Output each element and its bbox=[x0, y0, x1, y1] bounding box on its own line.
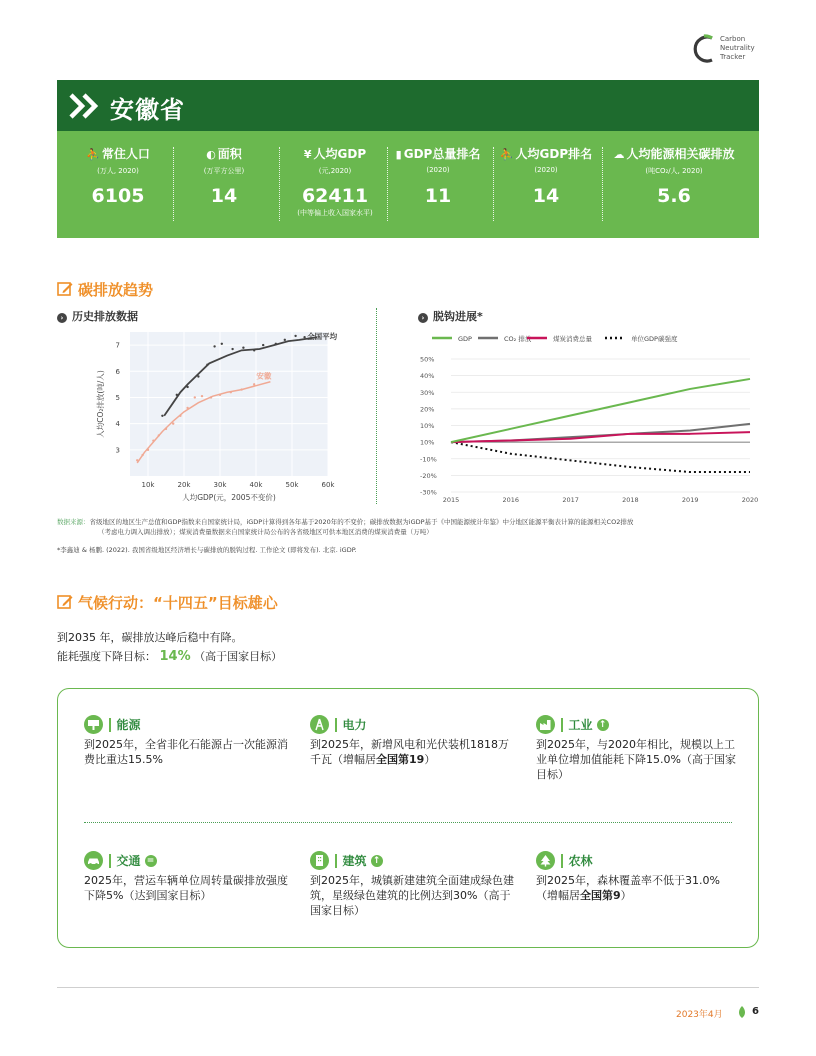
source-label: 数据来源： bbox=[57, 518, 90, 526]
data-point bbox=[262, 344, 264, 346]
sector-text-main: 到2025年，与2020年相比，规模以上工业单位增加值能耗下降15.0%（高于国家目标） bbox=[536, 738, 736, 781]
intensity-target bbox=[57, 648, 282, 664]
sector-text-bold: 全国第19 bbox=[376, 753, 425, 766]
y-tick-label: 10% bbox=[420, 438, 435, 447]
page-number: 6 bbox=[752, 1006, 759, 1017]
y-tick-label: 40% bbox=[420, 372, 435, 381]
series-line-3 bbox=[451, 442, 750, 472]
double-chevron-icon bbox=[69, 93, 103, 119]
sector-text-after: ） bbox=[424, 753, 436, 766]
intensity-value: 14% bbox=[159, 649, 191, 664]
data-point bbox=[201, 395, 203, 397]
data-point bbox=[165, 428, 167, 430]
intensity-note: （高于国家目标） bbox=[194, 650, 283, 663]
series-label: 安徽 bbox=[256, 371, 272, 381]
data-source-note bbox=[57, 517, 762, 537]
sector-building bbox=[310, 850, 515, 918]
data-point bbox=[242, 347, 244, 349]
sector-transport bbox=[84, 850, 289, 903]
stat-label: GDP总量排名 bbox=[403, 147, 481, 161]
data-point bbox=[303, 336, 305, 338]
data-point bbox=[176, 394, 178, 396]
sector-text-main: 到2025年，城镇新建建筑全面建成绿色建筑，星级绿色建筑的比例达到30%（高于国家目标） bbox=[310, 874, 514, 917]
decoupling-title: 脱钩进展* bbox=[433, 310, 483, 323]
yuan-icon: ¥ bbox=[303, 148, 312, 161]
series-line-2 bbox=[451, 432, 750, 442]
data-point bbox=[294, 335, 296, 337]
leaf-icon bbox=[737, 1005, 747, 1019]
intensity-label: 能耗强度下降目标： bbox=[57, 650, 156, 663]
province-title: 安徽省 bbox=[110, 96, 185, 124]
data-point bbox=[158, 434, 160, 436]
x-tick-label: 2018 bbox=[622, 496, 639, 504]
y-tick-label: 50% bbox=[420, 355, 435, 364]
y-tick-label: -20% bbox=[420, 471, 437, 480]
sector-text bbox=[536, 873, 741, 903]
data-point bbox=[275, 343, 277, 345]
stat-gdp-per-capita-rank bbox=[493, 131, 599, 238]
data-point bbox=[219, 394, 221, 396]
data-point bbox=[253, 349, 255, 351]
arrow-circle-icon: › bbox=[418, 313, 428, 323]
x-tick-label: 60k bbox=[321, 481, 335, 489]
stat-label: 面积 bbox=[217, 147, 242, 161]
population-icon: ⛹ bbox=[86, 148, 100, 161]
legend-label: GDP bbox=[458, 335, 472, 343]
sector-text bbox=[536, 737, 741, 782]
x-tick-label: 30k bbox=[213, 481, 227, 489]
x-tick-label: 2016 bbox=[502, 496, 520, 504]
logo-text bbox=[720, 35, 755, 62]
y-tick-label: -10% bbox=[420, 455, 437, 464]
data-point bbox=[141, 454, 143, 456]
logo-line-2: Neutrality bbox=[720, 44, 755, 52]
stat-gdp-per-capita bbox=[279, 131, 391, 238]
sector-power bbox=[310, 714, 515, 767]
section-heading-text: 碳排放趋势 bbox=[78, 281, 154, 299]
stat-population bbox=[67, 131, 169, 238]
peak-target-text: 到2035 年，碳排放达峰后稳中有降。 bbox=[57, 631, 243, 644]
x-axis-label: 人均GDP(元，2005不变价) bbox=[182, 493, 276, 502]
y-axis-label: 人均CO₂排放(吨/人) bbox=[96, 370, 105, 438]
stat-value: 5.6 bbox=[657, 185, 691, 207]
data-point bbox=[179, 415, 181, 417]
history-title: 历史排放数据 bbox=[72, 310, 138, 323]
sector-name: 建筑 bbox=[342, 854, 367, 868]
x-tick-label: 40k bbox=[249, 481, 263, 489]
sector-text bbox=[84, 873, 289, 903]
data-point bbox=[253, 383, 255, 385]
history-scatter-chart bbox=[90, 330, 340, 510]
bar-chart-icon: ▮ bbox=[395, 148, 402, 161]
stat-unit: (吨CO₂/人, 2020) bbox=[645, 167, 703, 175]
tree-icon bbox=[536, 851, 555, 870]
series-label: 全国平均 bbox=[307, 332, 338, 342]
sector-bar bbox=[109, 718, 111, 732]
stat-value: 62411 bbox=[301, 185, 369, 207]
data-point bbox=[230, 391, 232, 393]
car-icon bbox=[84, 851, 103, 870]
sector-text-bold: 全国第9 bbox=[580, 889, 621, 902]
data-point bbox=[221, 343, 223, 345]
co2-cloud-icon: ☁ bbox=[613, 148, 625, 161]
stat-unit: (万平方公里) bbox=[203, 167, 245, 175]
panel-row-divider bbox=[84, 822, 732, 823]
x-tick-label: 10k bbox=[141, 481, 155, 489]
stat-unit: (2020) bbox=[534, 166, 558, 174]
sector-name: 工业 bbox=[568, 718, 593, 732]
y-tick-label: 4 bbox=[115, 420, 120, 429]
sector-name: 交通 bbox=[116, 854, 141, 868]
data-point bbox=[197, 375, 199, 377]
column-divider bbox=[376, 308, 377, 504]
data-point bbox=[147, 449, 149, 451]
stats-band bbox=[57, 131, 759, 238]
stat-value: 6105 bbox=[91, 185, 145, 207]
reference-note: *李鑫迪 & 杨鹏. (2022). 我国省级地区经济增长与碳排放的脱钩过程. 工作论文 (即将发布). 北京. iGDP. bbox=[57, 546, 357, 554]
people-chart-icon: ⛹ bbox=[499, 148, 514, 161]
y-tick-label: -30% bbox=[420, 488, 437, 497]
sector-text bbox=[310, 737, 515, 767]
stat-area bbox=[173, 131, 275, 238]
sector-bar bbox=[561, 854, 563, 868]
y-tick-label: 30% bbox=[420, 388, 435, 397]
building-icon bbox=[310, 851, 329, 870]
y-tick-label: 3 bbox=[115, 446, 120, 455]
legend-label: 煤炭消费总量 bbox=[553, 335, 592, 343]
trend-up-icon: ↑ bbox=[371, 855, 383, 867]
carbon-neutrality-tracker-logo bbox=[692, 34, 792, 66]
y-tick-label: 20% bbox=[420, 405, 435, 414]
data-point bbox=[213, 345, 215, 347]
stat-label: 人均GDP排名 bbox=[515, 147, 593, 161]
stat-value: 14 bbox=[532, 185, 560, 207]
solar-panel-icon bbox=[84, 715, 103, 734]
source-line-2: （考虑电力调入调出排放）；煤炭消费量数据来自国家统计局公布的各省级地区可供本地区消费的煤炭消费量（万吨） bbox=[98, 528, 433, 536]
sector-bar bbox=[335, 718, 337, 732]
stat-carbon-per-capita bbox=[605, 131, 743, 238]
stat-label: 人均能源相关碳排放 bbox=[626, 147, 735, 161]
section-heading-text: 气候行动：“十四五”目标雄心 bbox=[78, 594, 278, 612]
source-line-1: 省级地区的地区生产总值和GDP指数来自国家统计局，iGDP计算得到各年基于2020年的不变价；碳排放数据为iGDP基于《中国能源统计年鉴》中分地区能源平衡表计算的能源相关CO2排放 bbox=[89, 518, 634, 526]
power-tower-icon bbox=[310, 715, 329, 734]
x-tick-label: 2019 bbox=[681, 496, 699, 504]
stat-unit: (2020) bbox=[426, 166, 450, 174]
footer-date: 2023年4月 bbox=[676, 1010, 723, 1020]
stat-label: 常住人口 bbox=[101, 147, 150, 161]
stat-unit: (万人, 2020) bbox=[97, 167, 139, 175]
data-point bbox=[194, 396, 196, 398]
legend-label: 单位GDP碳强度 bbox=[631, 335, 678, 343]
data-point bbox=[152, 439, 154, 441]
arrow-circle-icon: › bbox=[57, 313, 67, 323]
sector-text bbox=[84, 737, 289, 767]
stat-value: 14 bbox=[210, 185, 238, 207]
y-tick-label: 6 bbox=[115, 367, 120, 376]
decoupling-line-chart bbox=[418, 326, 758, 511]
data-point bbox=[206, 364, 208, 366]
y-tick-label: 5 bbox=[115, 393, 120, 402]
y-tick-label: 7 bbox=[115, 341, 120, 350]
sector-name: 能源 bbox=[116, 718, 141, 732]
sector-text-main: 到2025年，森林覆盖率不低于31.0%（增幅居 bbox=[536, 874, 720, 902]
logo-line-3: Tracker bbox=[720, 53, 746, 61]
sector-bar bbox=[335, 854, 337, 868]
sector-name: 电力 bbox=[342, 718, 367, 732]
factory-icon bbox=[536, 715, 555, 734]
sector-text-main: 到2025年，新增风电和光伏装机1818万千瓦（增幅居 bbox=[310, 738, 509, 766]
sector-text-main: 2025年，营运车辆单位周转量碳排放强度下降5%（达到国家目标） bbox=[84, 874, 288, 902]
sector-text-after: ） bbox=[620, 889, 632, 902]
history-subheading bbox=[57, 308, 138, 324]
trend-up-icon: ↑ bbox=[597, 719, 609, 731]
sector-bar bbox=[109, 854, 111, 868]
legend-label: CO₂ 排放 bbox=[504, 335, 532, 343]
sector-industry bbox=[536, 714, 741, 782]
x-tick-label: 50k bbox=[285, 481, 299, 489]
data-point bbox=[231, 348, 233, 350]
logo-line-1: Carbon bbox=[720, 35, 746, 43]
data-point bbox=[186, 386, 188, 388]
stat-note: (中等偏上收入国家水平) bbox=[297, 209, 373, 217]
sector-text-main: 到2025年，全省非化石能源占一次能源消费比重达15.5% bbox=[84, 738, 288, 766]
sector-bar bbox=[561, 718, 563, 732]
data-point bbox=[210, 396, 212, 398]
sector-name: 农林 bbox=[568, 854, 593, 868]
stat-label: 人均GDP bbox=[313, 147, 367, 161]
sector-text bbox=[310, 873, 515, 918]
x-tick-label: 2017 bbox=[562, 496, 579, 504]
province-header bbox=[57, 80, 759, 131]
x-tick-label: 20k bbox=[177, 481, 191, 489]
section-heading-trends bbox=[57, 279, 153, 300]
stat-divider bbox=[602, 147, 603, 221]
stat-value: 11 bbox=[424, 185, 452, 207]
sector-forestry bbox=[536, 850, 741, 903]
data-point bbox=[161, 415, 163, 417]
trend-equal-icon: = bbox=[145, 855, 157, 867]
data-point bbox=[284, 339, 286, 341]
tracker-logo-icon bbox=[692, 34, 716, 64]
data-point bbox=[172, 422, 174, 424]
area-icon: ◐ bbox=[206, 148, 216, 161]
plot-area bbox=[130, 332, 328, 476]
data-point bbox=[136, 459, 138, 461]
x-tick-label: 2015 bbox=[442, 496, 460, 504]
section-heading-climate bbox=[57, 592, 278, 613]
y-tick-label: 10% bbox=[420, 422, 435, 430]
edit-icon bbox=[57, 281, 73, 297]
edit-icon bbox=[57, 594, 73, 610]
decoupling-subheading bbox=[418, 308, 483, 324]
stat-gdp-rank bbox=[387, 131, 489, 238]
sector-energy bbox=[84, 714, 289, 767]
data-point bbox=[186, 407, 188, 409]
data-point bbox=[240, 388, 242, 390]
x-tick-label: 2020 bbox=[741, 496, 758, 504]
stat-unit: (元,2020) bbox=[318, 167, 352, 175]
footer-rule bbox=[57, 987, 759, 988]
